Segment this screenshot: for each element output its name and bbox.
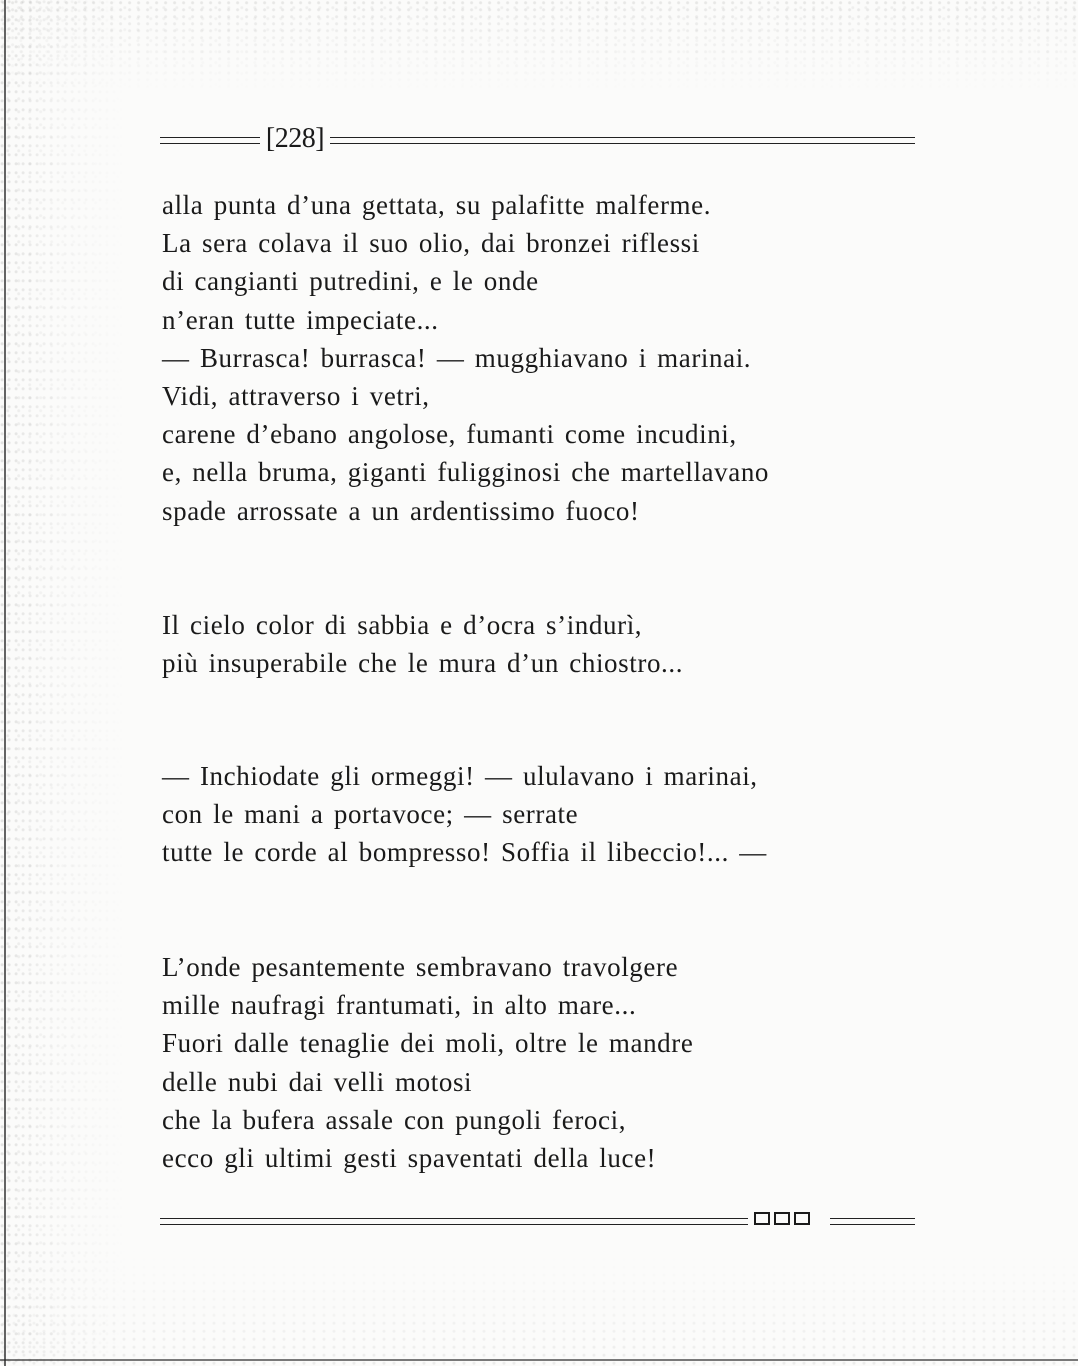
verse-line: n’eran tutte impeciate... xyxy=(162,304,439,335)
verse-line: delle nubi dai velli motosi xyxy=(162,1066,473,1097)
stanza-1 xyxy=(162,186,769,530)
verse-line: Il cielo color di sabbia e d’ocra s’indurì, xyxy=(162,610,643,640)
stanza-4 xyxy=(162,948,693,1177)
three-square-ornament-icon xyxy=(754,1212,810,1225)
paper-noise-left xyxy=(0,0,130,1366)
paper-noise-top xyxy=(0,0,1078,95)
verse-line: con le mani a portavoce; — serrate xyxy=(162,799,579,830)
page-bottom-edge xyxy=(0,1359,1078,1361)
page-header xyxy=(160,120,915,160)
header-rule-right xyxy=(330,137,915,144)
stanza-2 xyxy=(162,606,683,682)
page-footer xyxy=(160,1210,915,1234)
verse-line: — Inchiodate gli ormeggi! — ululavano i marinai, xyxy=(162,761,758,791)
footer-rule-right xyxy=(830,1218,915,1225)
page-number: [228] xyxy=(265,123,325,154)
verse-line: ecco gli ultimi gesti spaventati della luce! xyxy=(162,1143,657,1174)
verse-line: La sera colava il suo olio, dai bronzei riflessi xyxy=(162,228,700,259)
ornament-square xyxy=(794,1212,810,1225)
verse-line: e, nella bruma, giganti fuligginosi che martellavano xyxy=(162,457,770,488)
verse-line: — Burrasca! burrasca! — mugghiavano i marinai. xyxy=(162,342,752,373)
verse-line: carene d’ebano angolose, fumanti come incudini, xyxy=(162,419,737,450)
verse-line: L’onde pesantemente sembravano travolgere xyxy=(162,952,679,982)
verse-line: Fuori dalle tenaglie dei moli, oltre le mandre xyxy=(162,1028,694,1059)
header-rule-left xyxy=(160,137,260,144)
stanza-3 xyxy=(162,757,767,872)
paper-noise-bottom xyxy=(0,1240,1078,1366)
verse-line: di cangianti putredini, e le onde xyxy=(162,266,539,297)
verse-line: spade arrossate a un ardentissimo fuoco! xyxy=(162,495,640,526)
verse-line: Vidi, attraverso i vetri, xyxy=(162,381,430,412)
verse-line: che la bufera assale con pungoli feroci, xyxy=(162,1104,627,1135)
ornament-square xyxy=(774,1212,790,1225)
verse-line: alla punta d’una gettata, su palafitte malferme. xyxy=(162,190,712,220)
page-left-edge xyxy=(4,0,6,1366)
verse-line: tutte le corde al bompresso! Soffia il libeccio!... — xyxy=(162,837,767,868)
footer-rule-left xyxy=(160,1218,748,1225)
verse-line: più insuperabile che le mura d’un chiostro... xyxy=(162,648,684,679)
ornament-square xyxy=(754,1212,770,1225)
verse-line: mille naufragi frantumati, in alto mare... xyxy=(162,990,637,1021)
